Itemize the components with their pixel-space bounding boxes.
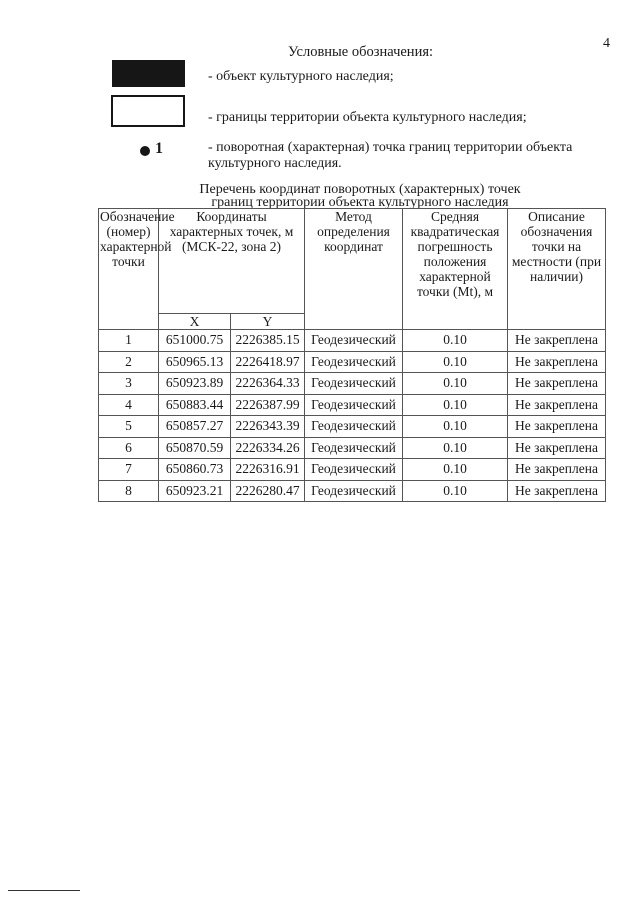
cell-accuracy: 0.10 [403, 459, 508, 481]
footnote-divider [8, 890, 80, 891]
cell-method: Геодезический [305, 480, 403, 502]
cell-y: 2226343.39 [231, 416, 305, 438]
cell-accuracy: 0.10 [403, 480, 508, 502]
cell-x: 650883.44 [159, 394, 231, 416]
table-row [99, 480, 606, 502]
cell-description: Не закреплена [508, 373, 606, 395]
legend-point-dot-icon [140, 146, 150, 156]
cell-accuracy: 0.10 [403, 351, 508, 373]
cell-x: 650860.73 [159, 459, 231, 481]
table-row [99, 373, 606, 395]
cell-accuracy: 0.10 [403, 330, 508, 352]
cell-method: Геодезический [305, 330, 403, 352]
table-row [99, 416, 606, 438]
cell-accuracy: 0.10 [403, 416, 508, 438]
header-accuracy: Средняя квадратическая погрешность положения характерной точки (Mt), м [403, 209, 508, 330]
legend-text-turning-point: - поворотная (характерная) точка границ территории объекта культурного наследия. [208, 140, 573, 171]
cell-description: Не закреплена [508, 459, 606, 481]
table-row [99, 459, 606, 481]
legend-symbol-territory-boundary [111, 95, 185, 127]
legend-symbol-heritage-object [112, 60, 185, 87]
table-row [99, 351, 606, 373]
cell-point-number: 6 [99, 437, 159, 459]
cell-point-number: 1 [99, 330, 159, 352]
cell-description: Не закреплена [508, 351, 606, 373]
header-method: Метод определения координат [305, 209, 403, 330]
cell-description: Не закреплена [508, 437, 606, 459]
cell-method: Геодезический [305, 373, 403, 395]
cell-x: 650857.27 [159, 416, 231, 438]
cell-y: 2226387.99 [231, 394, 305, 416]
cell-y: 2226385.15 [231, 330, 305, 352]
cell-method: Геодезический [305, 416, 403, 438]
table-row [99, 394, 606, 416]
cell-method: Геодезический [305, 459, 403, 481]
cell-x: 650870.59 [159, 437, 231, 459]
cell-y: 2226316.91 [231, 459, 305, 481]
cell-accuracy: 0.10 [403, 394, 508, 416]
cell-x: 650965.13 [159, 351, 231, 373]
cell-point-number: 7 [99, 459, 159, 481]
coordinates-table [98, 208, 606, 502]
cell-x: 650923.89 [159, 373, 231, 395]
cell-y: 2226280.47 [231, 480, 305, 502]
legend-title: Условные обозначения: [288, 44, 434, 60]
page-number: 4 [603, 36, 610, 51]
header-point-id: Обозначение (номер) характерной точки [99, 209, 159, 330]
header-y: Y [231, 314, 305, 330]
table-row [99, 330, 606, 352]
cell-point-number: 3 [99, 373, 159, 395]
cell-description: Не закреплена [508, 480, 606, 502]
cell-method: Геодезический [305, 437, 403, 459]
cell-point-number: 4 [99, 394, 159, 416]
cell-accuracy: 0.10 [403, 437, 508, 459]
cell-y: 2226418.97 [231, 351, 305, 373]
legend-text-heritage-object: - объект культурного наследия; [208, 69, 394, 84]
legend-point-label: 1 [155, 140, 163, 157]
cell-description: Не закреплена [508, 330, 606, 352]
header-coordinates: Координаты характерных точек, м (МСК-22, зона 2) [159, 209, 305, 314]
header-description: Описание обозначения точки на местности (при наличии) [508, 209, 606, 330]
cell-accuracy: 0.10 [403, 373, 508, 395]
table-caption-line-1: Перечень координат поворотных (характерных) точек [199, 182, 521, 197]
legend-text-territory-boundary: - границы территории объекта культурного наследия; [208, 110, 527, 125]
cell-point-number: 2 [99, 351, 159, 373]
cell-y: 2226334.26 [231, 437, 305, 459]
cell-x: 650923.21 [159, 480, 231, 502]
cell-point-number: 8 [99, 480, 159, 502]
cell-y: 2226364.33 [231, 373, 305, 395]
cell-method: Геодезический [305, 394, 403, 416]
cell-point-number: 5 [99, 416, 159, 438]
cell-description: Не закреплена [508, 394, 606, 416]
cell-x: 651000.75 [159, 330, 231, 352]
cell-method: Геодезический [305, 351, 403, 373]
cell-description: Не закреплена [508, 416, 606, 438]
table-caption-line-2: границ территории объекта культурного наследия [211, 195, 509, 210]
table-row [99, 437, 606, 459]
header-x: X [159, 314, 231, 330]
